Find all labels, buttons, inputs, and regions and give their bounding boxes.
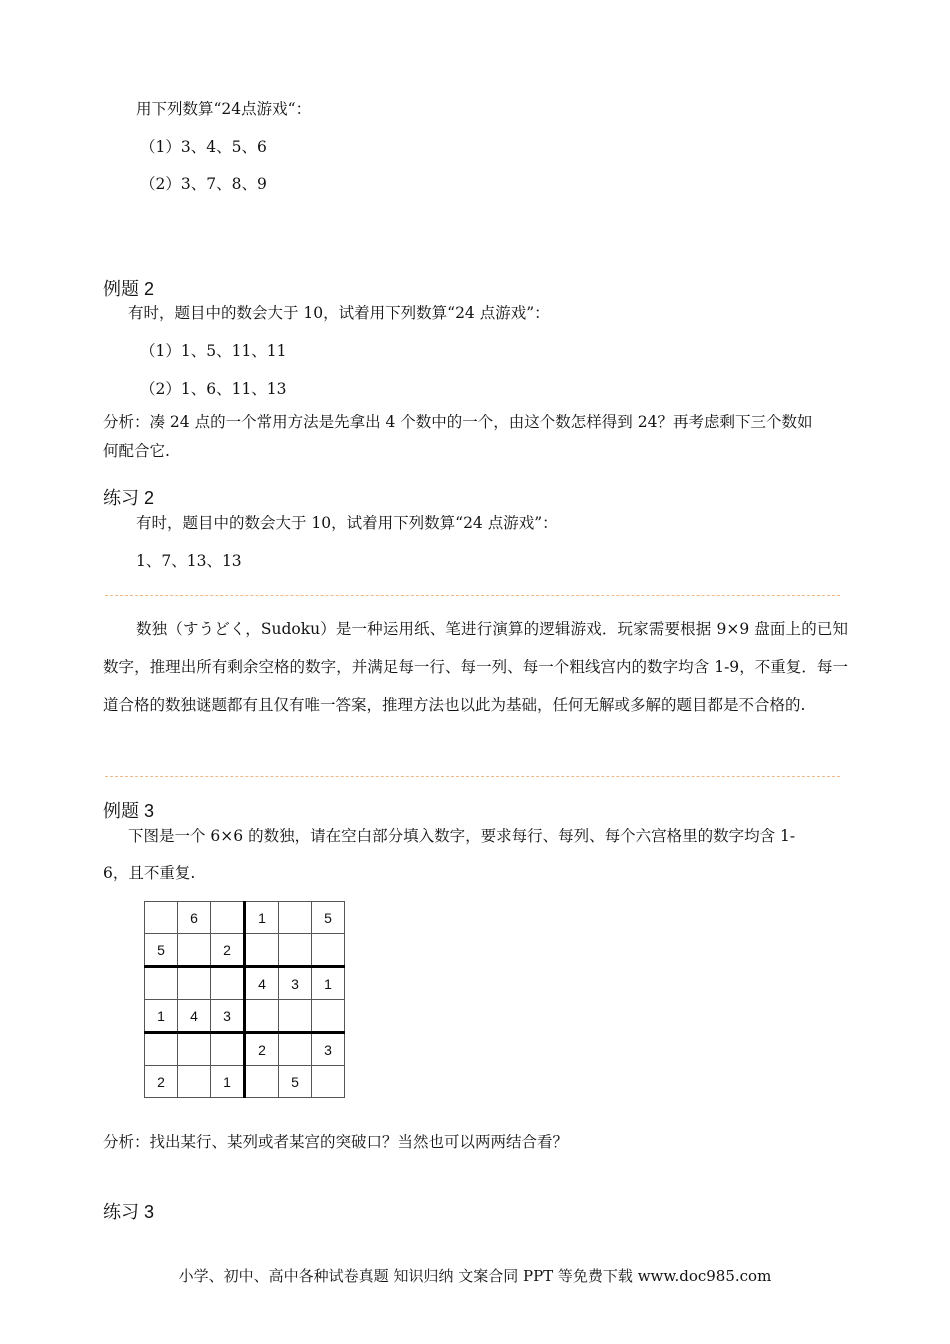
example-2-analysis: 分析：凑 24 点的一个常用方法是先拿出 4 个数中的一个，由这个数怎样得到 24？再考虑剩下三个数如 [103, 413, 813, 431]
sudoku-cell [312, 934, 345, 967]
example-2-analysis-cont: 何配合它. [103, 442, 170, 460]
table-row [145, 1033, 345, 1066]
sudoku-cell [178, 934, 211, 967]
sudoku-intro-paragraph: 数独（すうどく，Sudoku）是一种运用纸、笔进行演算的逻辑游戏．玩家需要根据 9×9 盘面上的已知数字，推理出所有剩余空格的数字，并满足每一行、每一列、每一个粗线宫内的数字均含 1-9，不重复．每一道合格的数独谜题都有且仅有唯一答案，推理方法也以此为基础，任何无解或多解的题目都是不合格的. [103, 620, 848, 714]
sudoku-cell: 1 [245, 902, 279, 934]
list-item: （2）1、6、11、13 [140, 380, 287, 398]
sudoku-cell [145, 1033, 178, 1066]
sudoku-cell [245, 1066, 279, 1098]
sudoku-cell [211, 902, 245, 934]
sudoku-cell [178, 967, 211, 1000]
sudoku-cell [279, 902, 312, 934]
sudoku-cell: 6 [178, 902, 211, 934]
table-row [145, 934, 345, 967]
sudoku-cell: 1 [312, 967, 345, 1000]
table-row [145, 1066, 345, 1098]
sudoku-cell: 5 [145, 934, 178, 967]
sudoku-cell [245, 934, 279, 967]
sudoku-cell: 4 [178, 1000, 211, 1033]
sudoku-cell [211, 967, 245, 1000]
sudoku-cell [312, 1066, 345, 1098]
example-3-analysis: 分析：找出某行、某列或者某宫的突破口？当然也可以两两结合看？ [103, 1133, 569, 1151]
sudoku-cell [145, 902, 178, 934]
sudoku-cell: 5 [279, 1066, 312, 1098]
list-item: （2）3、7、8、9 [140, 175, 267, 193]
table-row [145, 1000, 345, 1033]
sudoku-cell [178, 1033, 211, 1066]
intro-24-points: 用下列数算“24点游戏“： [136, 100, 312, 118]
practice-2-intro: 有时，题目中的数会大于 10，试着用下列数算“24 点游戏”： [136, 514, 558, 532]
sudoku-cell: 2 [145, 1066, 178, 1098]
page-footer: 小学、初中、高中各种试卷真题 知识归纳 文案合同 PPT 等免费下载 www.doc985.com [178, 1267, 772, 1285]
sudoku-cell [245, 1000, 279, 1033]
list-item: （1）3、4、5、6 [140, 138, 267, 156]
sudoku-cell [279, 1000, 312, 1033]
sudoku-cell: 1 [211, 1066, 245, 1098]
sudoku-cell: 2 [245, 1033, 279, 1066]
sudoku-cell: 4 [245, 967, 279, 1000]
practice-2-numbers: 1、7、13、13 [136, 552, 242, 570]
sudoku-cell [279, 934, 312, 967]
sudoku-cell: 3 [279, 967, 312, 1000]
sudoku-cell: 3 [312, 1033, 345, 1066]
list-item: （1）1、5、11、11 [140, 342, 287, 360]
sudoku-cell [211, 1033, 245, 1066]
sudoku-grid [144, 901, 345, 1098]
table-row [145, 902, 345, 934]
sudoku-cell [279, 1033, 312, 1066]
practice-3-heading: 练习 3 [103, 1202, 155, 1222]
practice-2-heading: 练习 2 [103, 488, 155, 508]
sudoku-cell: 3 [211, 1000, 245, 1033]
sudoku-cell [145, 967, 178, 1000]
example-3-heading: 例题 3 [103, 801, 155, 821]
sudoku-cell [312, 1000, 345, 1033]
example-3-text-cont: 6，且不重复. [103, 864, 196, 882]
example-2-heading: 例题 2 [103, 279, 155, 299]
sudoku-cell: 2 [211, 934, 245, 967]
example-2-intro: 有时，题目中的数会大于 10，试着用下列数算“24 点游戏”： [128, 304, 550, 322]
dashed-divider [105, 595, 840, 596]
table-row [145, 967, 345, 1000]
sudoku-cell [178, 1066, 211, 1098]
sudoku-cell: 1 [145, 1000, 178, 1033]
dashed-divider [105, 776, 840, 777]
sudoku-cell: 5 [312, 902, 345, 934]
example-3-text: 下图是一个 6×6 的数独，请在空白部分填入数字，要求每行、每列、每个六宫格里的数字均含 1- [128, 827, 796, 845]
